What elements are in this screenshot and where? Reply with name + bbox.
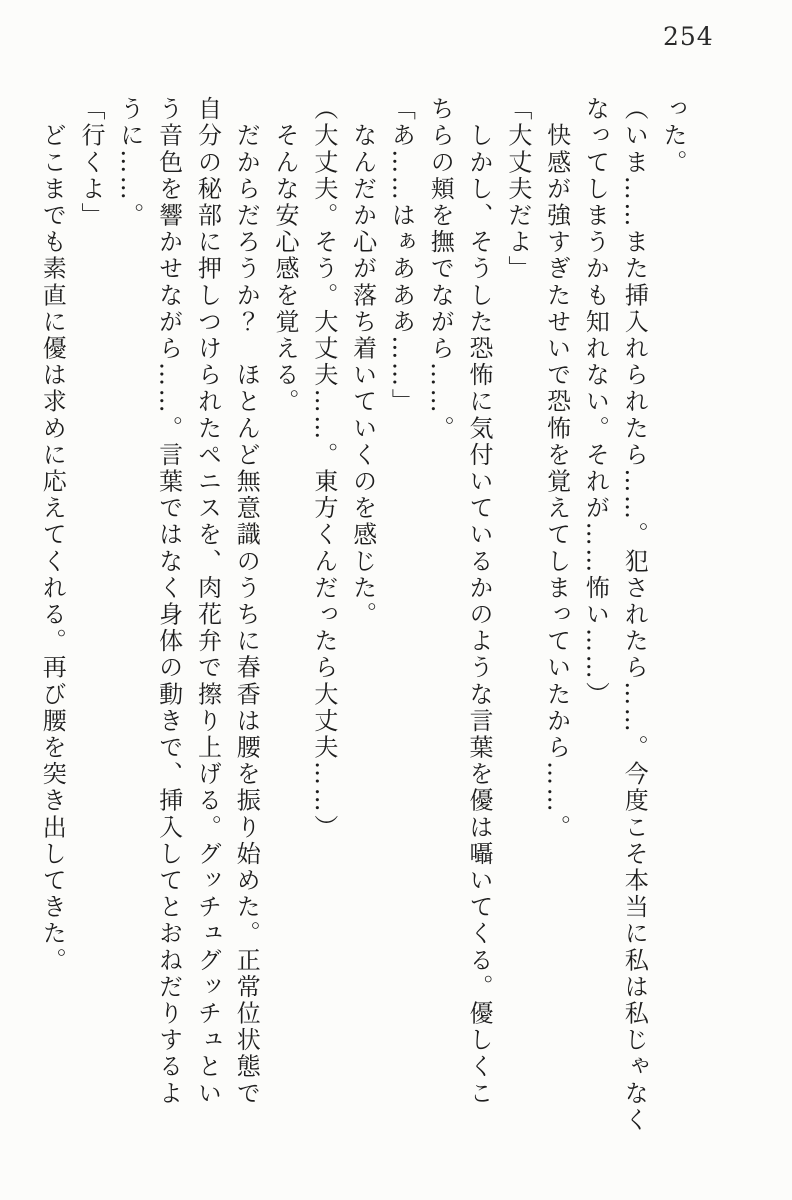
- text-line: 「大丈夫だよ」: [503, 96, 532, 283]
- text-line: う音色を響かせながら……。言葉ではなく身体の動きで、挿入してとおねだりするよ: [154, 96, 183, 1107]
- text-line: なってしまうかも知れない。それが……怖い……）: [581, 96, 610, 708]
- text-line: だからだろうか？ ほとんど無意識のうちに春香は腰を振り始めた。正常位状態で: [232, 96, 261, 1107]
- text-line: うに……。: [115, 96, 144, 229]
- vertical-text-block: [32, 96, 692, 1138]
- text-line: （いま……また挿入れられたら……。犯されたら……。今度こそ本当に私は私じゃなく: [620, 96, 649, 1134]
- text-line: （大丈夫。そう。大丈夫……。東方くんだったら大丈夫……）: [309, 96, 338, 841]
- text-line: そんな安心感を覚える。: [271, 96, 300, 416]
- text-line: 快感が強すぎたせいで恐怖を覚えてしまっていたから……。: [542, 96, 571, 841]
- text-line: しかし、そうした恐怖に気付いているかのような言葉を優は囁いてくる。優しくこ: [465, 96, 494, 1107]
- text-line: どこまでも素直に優は求めに応えてくれる。再び腰を突き出してきた。: [38, 96, 67, 974]
- text-line: なんだか心が落ち着いていくのを感じた。: [348, 96, 377, 628]
- page-number: 254: [663, 22, 714, 51]
- text-line: 自分の秘部に押しつけられたペニスを、肉花弁で擦り上げる。グッチュグッチュとい: [193, 96, 222, 1107]
- text-line: った。: [659, 96, 687, 176]
- text-line: ちらの頬を撫でながら……。: [426, 96, 455, 442]
- text-line: 「行くよ」: [77, 96, 106, 229]
- text-line: 「あ……はぁあああ……」: [387, 96, 416, 416]
